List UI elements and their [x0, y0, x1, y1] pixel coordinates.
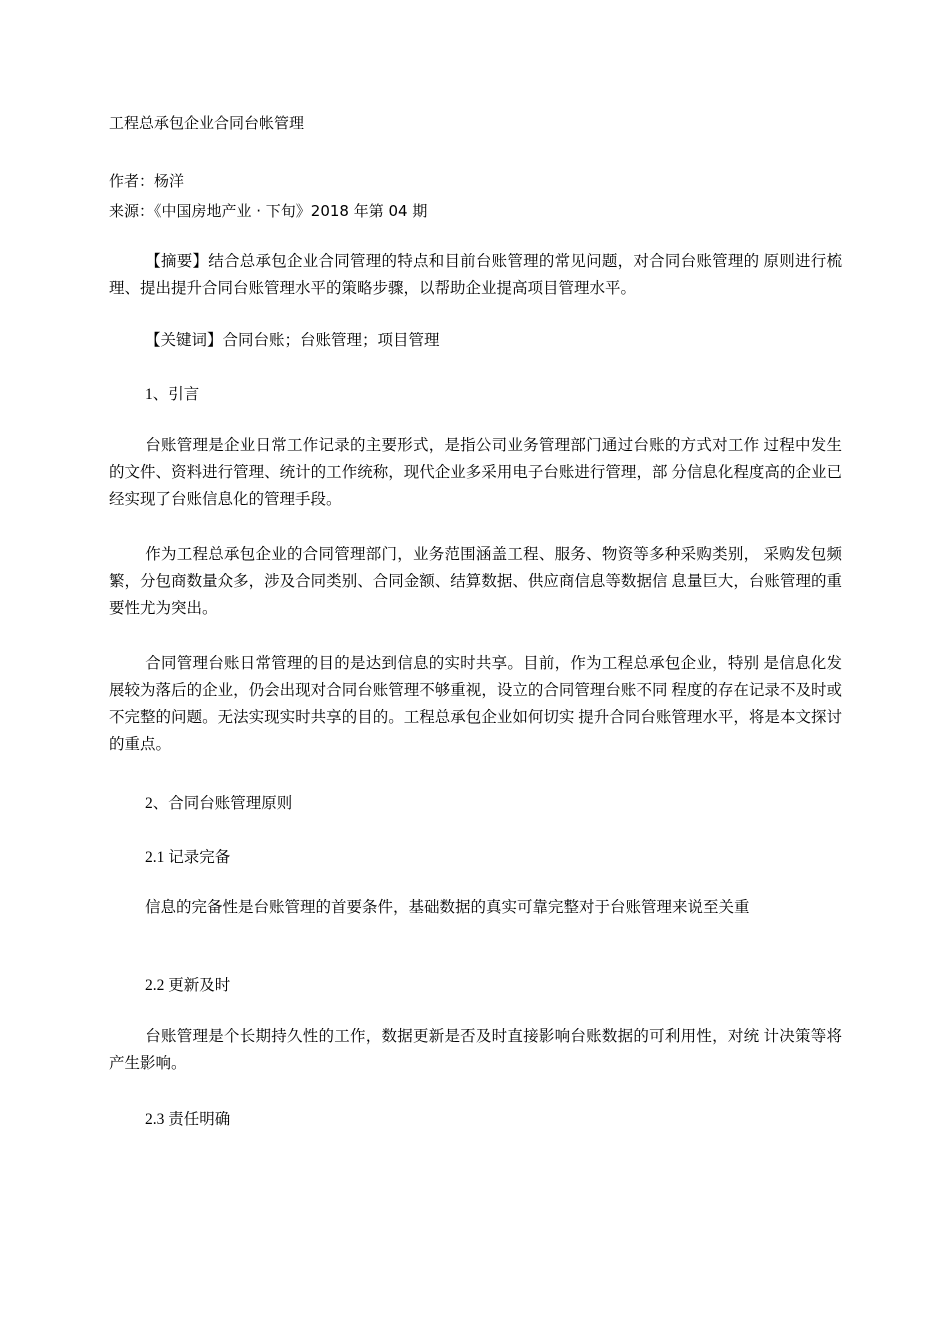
document-title: 工程总承包企业合同台帐管理: [109, 114, 305, 132]
abstract-text: 【摘要】结合总承包企业合同管理的特点和目前台账管理的常见问题，对合同台账管理的 原则进行梳理、提出提升合同台账管理水平的策略步骤，以帮助企业提高项目管理水平。: [109, 253, 842, 297]
subsection-2-2-heading: 2.2 更新及时: [145, 977, 231, 994]
subsection-2-2-text: 台账管理是个长期持久性的工作，数据更新是否及时直接影响台账数据的可利用性，对统 计决策等将产生影响。: [109, 1028, 842, 1072]
subsection-2-3-heading: 2.3 责任明确: [145, 1111, 231, 1128]
section-1-paragraph-1: [109, 432, 842, 513]
section-1-heading: 1、引言: [145, 386, 200, 403]
section-1-paragraph-2-text: 作为工程总承包企业的合同管理部门，业务范围涵盖工程、服务、物资等多种采购类别， 采购发包频繁，分包商数量众多，涉及合同类别、合同金额、结算数据、供应商信息等数据信 息量巨大，台账管理的重要性尤为突出。: [109, 546, 842, 617]
section-1-paragraph-3-text: 合同管理台账日常管理的目的是达到信息的实时共享。目前，作为工程总承包企业，特别 是信息化发展较为落后的企业，仍会出现对合同台账管理不够重视，设立的合同管理台账不同 程度的存在记录不及时或不完整的问题。无法实现实时共享的目的。工程总承包企业如何切实 提升合同台账管理水平，将是本文探讨的重点。: [109, 655, 842, 753]
keywords-line: 【关键词】合同台账；台账管理；项目管理: [145, 332, 440, 349]
subsection-2-1-heading: 2.1 记录完备: [145, 849, 231, 866]
abstract-paragraph: [109, 248, 842, 302]
section-1-paragraph-2: [109, 541, 842, 622]
section-1-paragraph-3: [109, 650, 842, 758]
subsection-2-2-paragraph: [109, 1023, 842, 1077]
section-1-paragraph-1-text: 台账管理是企业日常工作记录的主要形式，是指公司业务管理部门通过台账的方式对工作 过程中发生的文件、资料进行管理、统计的工作统称，现代企业多采用电子台账进行管理，部 分信息化程度高的企业已经实现了台账信息化的管理手段。: [109, 437, 842, 508]
source-line: 来源：《中国房地产业 · 下旬》2018 年第 04 期: [109, 202, 428, 220]
subsection-2-1-text: 信息的完备性是台账管理的首要条件，基础数据的真实可靠完整对于台账管理来说至关重: [145, 899, 750, 916]
section-2-heading: 2、合同台账管理原则: [145, 795, 293, 812]
author-line: 作者：杨洋: [109, 172, 185, 190]
